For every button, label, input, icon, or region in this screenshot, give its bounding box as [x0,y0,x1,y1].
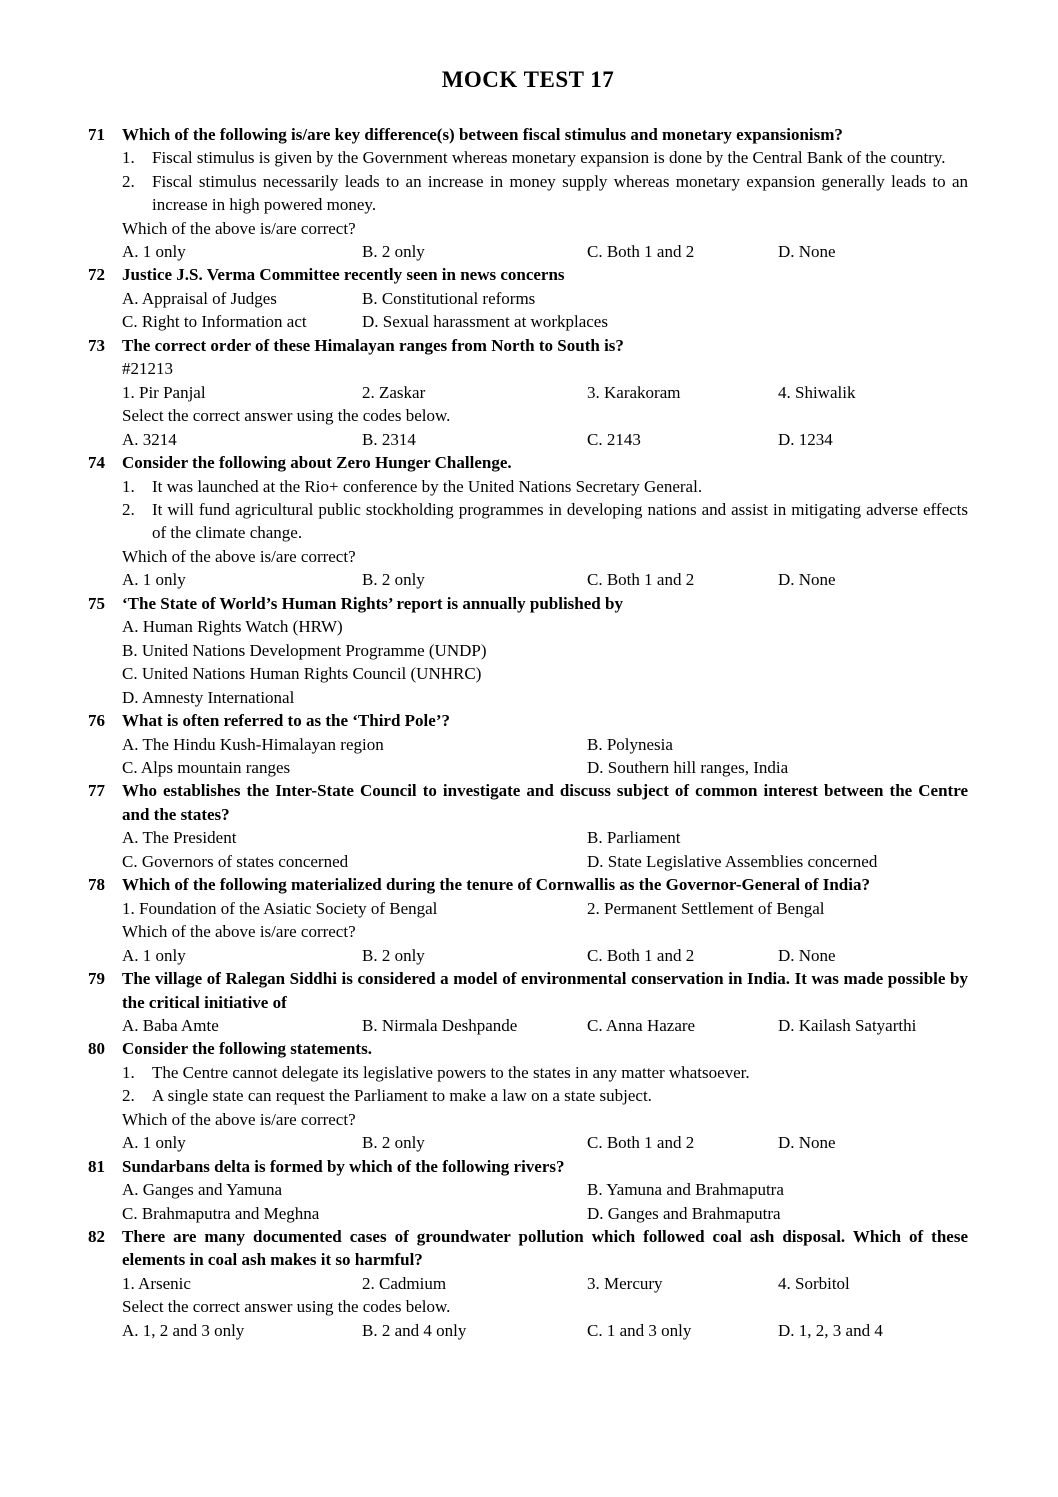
statement-text: It will fund agricultural public stockholding programmes in developing nations and assist in mitigating adverse effects of the climate change. [152,499,968,543]
option-cell: A. The Hindu Kush-Himalayan region [122,734,384,754]
option-cell: C. Governors of states concerned [122,851,349,871]
options-row [122,1131,968,1154]
option-cell: C. Both 1 and 2 [587,945,695,965]
option-cell: A. Ganges and Yamuna [122,1180,283,1200]
option-cell: C. Both 1 and 2 [587,570,695,590]
option-cell: 3. Karakoram [587,382,681,402]
question-content [122,779,968,873]
options-row [122,240,968,263]
option-cell: B. 2 only [362,1133,425,1153]
question-80 [88,1037,968,1154]
question-number: 82 [88,1227,105,1247]
prompt-line: Select the correct answer using the codes below. [122,406,451,426]
option-cell: A. 1, 2 and 3 only [122,1320,245,1340]
statement-item [122,498,968,545]
options-row [122,1014,968,1037]
option-cell: 2. Cadmium [362,1273,447,1293]
options-row [122,1202,968,1225]
prompt-line: Which of the above is/are correct? [122,218,356,238]
option-cell: B. Yamuna and Brahmaputra [587,1180,784,1200]
options-row [122,1272,968,1295]
option-cell: 1. Arsenic [122,1273,191,1293]
options-row [122,568,968,591]
option-cell: C. Right to Information act [122,312,307,332]
question-73 [88,334,968,451]
question-content [122,709,968,779]
question-number: 72 [88,265,105,285]
question-text: Who establishes the Inter-State Council to investigate and discuss subject of common interest between the Centre and the states? [122,781,968,824]
statement-number: 1. [122,1062,135,1082]
options-row [122,381,968,404]
question-text: ‘The State of World’s Human Rights’ report is annually published by [122,593,623,613]
question-number: 78 [88,875,105,895]
option-cell: C. United Nations Human Rights Council (UNHRC) [122,664,482,684]
question-content [122,334,968,451]
options-row [122,1178,968,1201]
option-cell: B. Parliament [587,828,681,848]
options-row [122,944,968,967]
question-number: 75 [88,593,105,613]
option-cell: D. Ganges and Brahmaputra [587,1203,781,1223]
option-cell: D. None [778,570,836,590]
option-cell: A. 1 only [122,242,186,261]
question-content [122,123,968,264]
options-row [122,850,968,873]
question-text: The village of Ralegan Siddhi is considered a model of environmental conservation in India. It was made possible by the critical initiative of [122,969,968,1012]
statement-text: The Centre cannot delegate its legislative powers to the states in any matter whatsoever. [152,1062,750,1082]
option-cell: B. Polynesia [587,734,673,754]
option-cell: D. None [778,1133,836,1153]
prompt-line: Select the correct answer using the codes below. [122,1297,451,1317]
option-cell: D. None [778,945,836,965]
statement-text: Fiscal stimulus is given by the Government whereas monetary expansion is done by the Central Bank of the country. [152,148,946,168]
options-row [122,310,968,333]
question-72 [88,263,968,333]
option-cell: B. 2 and 4 only [362,1320,467,1340]
option-cell: D. 1, 2, 3 and 4 [778,1320,883,1340]
option-cell: D. State Legislative Assemblies concerned [587,851,878,871]
statement-number: 2. [122,1086,135,1106]
statement-text: Fiscal stimulus necessarily leads to an increase in money supply whereas monetary expansion generally leads to an increase in high powered money. [152,171,968,215]
option-cell: C. Anna Hazare [587,1015,696,1035]
options-row [122,615,968,709]
question-text: There are many documented cases of groundwater pollution which followed coal ash disposal. Which of these elements in coal ash makes it so harmful? [122,1227,968,1270]
question-number: 76 [88,711,105,731]
question-content [122,1225,968,1342]
question-text: Consider the following statements. [122,1039,372,1059]
prompt-line: Which of the above is/are correct? [122,922,356,942]
statement-number: 2. [122,499,135,519]
option-cell: 2. Zaskar [362,382,426,402]
option-cell: 2. Permanent Settlement of Bengal [587,898,825,918]
question-content [122,967,968,1037]
option-cell: 1. Foundation of the Asiatic Society of Bengal [122,898,438,918]
option-cell: A. 1 only [122,570,186,590]
question-content [122,592,968,709]
option-cell: D. Southern hill ranges, India [587,757,789,777]
option-cell: 4. Shiwalik [778,382,856,402]
statement-item [122,170,968,217]
option-cell: B. United Nations Development Programme (UNDP) [122,640,487,660]
options-row [122,287,968,310]
question-content [122,451,968,592]
question-content [122,873,968,967]
questions-list [88,123,968,1343]
question-77 [88,779,968,873]
page-title: MOCK TEST 17 [441,67,615,92]
prompt-line: Which of the above is/are correct? [122,1109,356,1129]
option-cell: B. 2314 [362,429,416,449]
prompt-line: #21213 [122,359,173,379]
question-81 [88,1155,968,1225]
question-text: Consider the following about Zero Hunger Challenge. [122,453,512,473]
option-cell: B. 2 only [362,945,425,965]
option-cell: C. 1 and 3 only [587,1320,692,1340]
question-text: Sundarbans delta is formed by which of the following rivers? [122,1156,565,1176]
options-row [122,897,968,920]
question-text: What is often referred to as the ‘Third Pole’? [122,711,450,731]
option-cell: D. Sexual harassment at workplaces [362,312,608,332]
question-text: The correct order of these Himalayan ranges from North to South is? [122,335,624,355]
option-cell: C. Alps mountain ranges [122,757,291,777]
statement-number: 2. [122,171,135,191]
option-cell: D. None [778,242,836,261]
question-79 [88,967,968,1037]
option-cell: B. Nirmala Deshpande [362,1015,518,1035]
question-content [122,263,968,333]
option-cell: 4. Sorbitol [778,1273,850,1293]
question-number: 79 [88,969,105,989]
option-cell: A. Appraisal of Judges [122,288,277,308]
option-cell: A. 3214 [122,429,177,449]
question-74 [88,451,968,592]
option-cell: A. Baba Amte [122,1015,219,1035]
options-row [122,733,968,756]
question-number: 81 [88,1156,105,1176]
option-cell: A. The President [122,828,237,848]
option-cell: 3. Mercury [587,1273,663,1293]
option-cell: B. 2 only [362,570,425,590]
option-cell: D. 1234 [778,429,833,449]
statement-item [122,146,968,169]
option-cell: B. Constitutional reforms [362,288,536,308]
statement-number: 1. [122,476,135,496]
option-cell: A. 1 only [122,1133,186,1153]
question-number: 74 [88,453,105,473]
statement-item [122,1084,968,1107]
question-number: 73 [88,335,105,355]
option-cell: 1. Pir Panjal [122,382,206,402]
question-75 [88,592,968,709]
options-row [122,826,968,849]
statement-item [122,475,968,498]
question-82 [88,1225,968,1342]
question-76 [88,709,968,779]
question-text: Which of the following materialized during the tenure of Cornwallis as the Governor-General of India? [122,875,870,895]
statement-item [122,1061,968,1084]
question-content [122,1155,968,1225]
option-cell: A. Human Rights Watch (HRW) [122,617,343,637]
option-cell: D. Amnesty International [122,687,295,707]
question-number: 77 [88,781,105,801]
prompt-line: Which of the above is/are correct? [122,546,356,566]
question-71 [88,123,968,264]
question-78 [88,873,968,967]
question-number: 71 [88,124,105,144]
option-cell: B. 2 only [362,242,425,261]
option-cell: C. Both 1 and 2 [587,1133,695,1153]
statement-text: It was launched at the Rio+ conference by the United Nations Secretary General. [152,476,703,496]
question-number: 80 [88,1039,105,1059]
option-cell: A. 1 only [122,945,186,965]
option-cell: C. 2143 [587,429,641,449]
question-content [122,1037,968,1154]
question-text: Justice J.S. Verma Committee recently seen in news concerns [122,265,565,285]
option-cell: D. Kailash Satyarthi [778,1015,917,1035]
option-cell: C. Both 1 and 2 [587,242,695,261]
question-text: Which of the following is/are key difference(s) between fiscal stimulus and monetary expansionism? [122,124,843,144]
option-cell: C. Brahmaputra and Meghna [122,1203,320,1223]
statement-number: 1. [122,148,135,168]
options-row [122,1319,968,1342]
statement-text: A single state can request the Parliament to make a law on a state subject. [152,1086,652,1106]
options-row [122,428,968,451]
options-row [122,756,968,779]
